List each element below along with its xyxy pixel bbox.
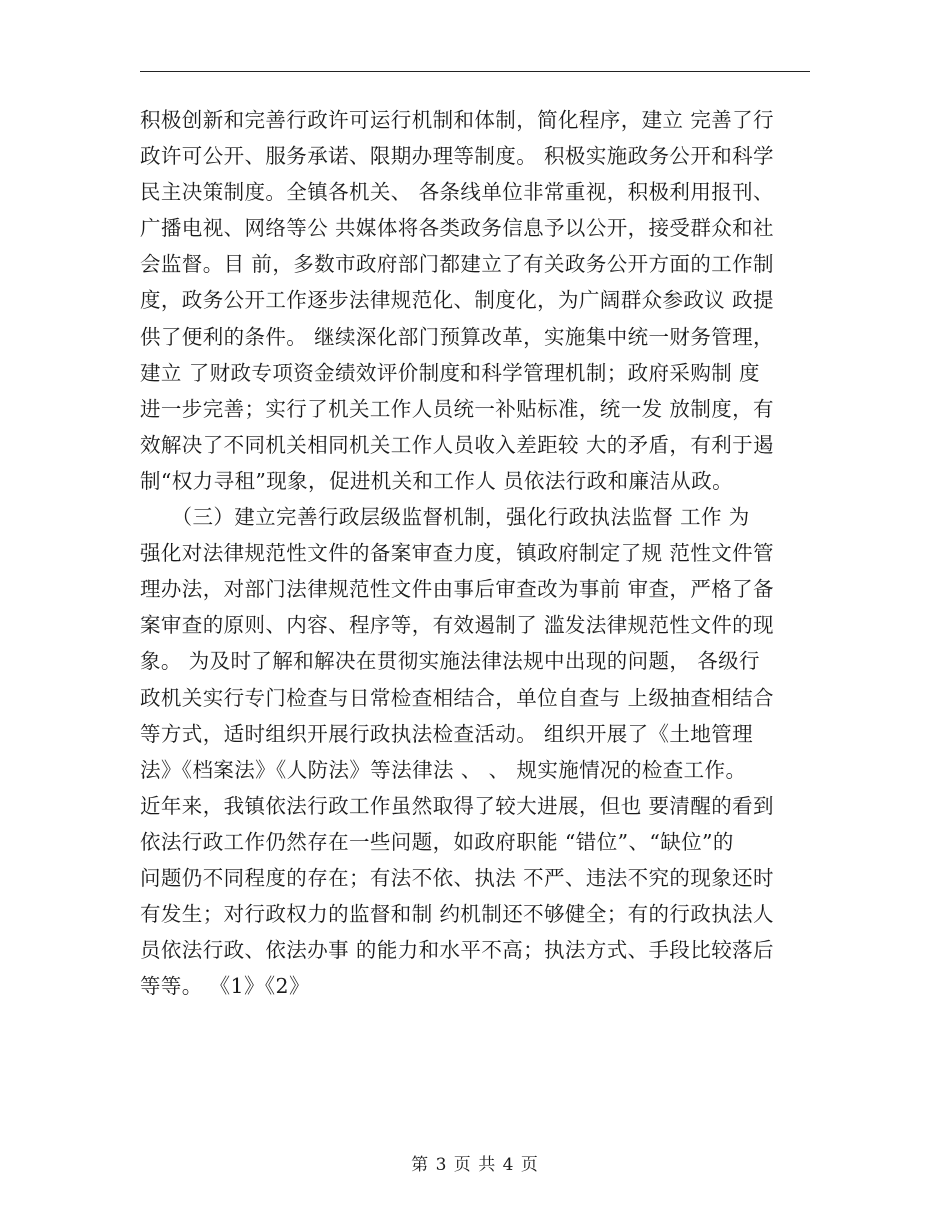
text-line: 象。 为及时了解和解决在贯彻实施法律法规中出现的问题， 各级行 [140,649,760,674]
text-line: 进一步完善；实行了机关工作人员统一补贴标准，统一发 放制度，有 [140,396,774,421]
text-line: 度，政务公开工作逐步法律规范化、制度化，为广阔群众参政议 政提 [140,288,774,313]
text-line: 政机关实行专门检查与日常检查相结合，单位自查与 上级抽查相结合 [140,685,774,710]
page-number: 第 3 页 共 4 页 [411,1155,539,1175]
text-line: 政许可公开、服务承诺、限期办理等制度。 积极实施政务公开和科学 [140,144,774,169]
text-line: 积极创新和完善行政许可运行机制和体制，简化程序，建立 完善了行 [140,108,774,132]
text-line: （三）建立完善行政层级监督机制，强化行政执法监督 工作 为 [140,505,750,530]
text-line: 有发生；对行政权力的监督和制 约机制还不够健全；有的行政执法人 [140,902,774,927]
text-line: 民主决策制度。全镇各机关、 各条线单位非常重视，积极利用报刊、 [140,180,774,205]
text-line: 建立 了财政专项资金绩效评价制度和科学管理机制；政府采购制 度 [140,360,760,385]
header-rule [140,71,810,72]
text-line: 广播电视、网络等公 共媒体将各类政务信息予以公开，接受群众和社 [140,216,774,241]
page-footer [0,1150,950,1175]
text-line: 等方式，适时组织开展行政执法检查活动。 组织开展了《土地管理 [140,721,754,746]
text-line: 供了便利的条件。 继续深化部门预算改革，实施集中统一财务管理， [140,324,774,349]
body-text [140,102,810,1004]
text-line: 员依法行政、依法办事 的能力和水平不高；执法方式、手段比较落后 [140,938,774,963]
text-line: 强化对法律规范性文件的备案审查力度，镇政府制定了规 范性文件管 [140,541,774,566]
text-line: 效解决了不同机关相同机关工作人员收入差距较 大的矛盾，有利于遏 [140,432,774,457]
text-line: 等等。 《1》《2》 [140,974,310,999]
text-line: 近年来，我镇依法行政工作虽然取得了较大进展，但也 要清醒的看到 [140,793,774,818]
text-line: 问题仍不同程度的存在；有法不依、执法 不严、违法不究的现象还时 [140,865,774,890]
text-line: 制“权力寻租”现象，促进机关和工作人 员依法行政和廉洁从政。 [140,468,733,493]
text-line: 法》《档案法》《人防法》等法律法 、 、 规实施情况的检查工作。 [140,757,747,782]
text-line: 依法行政工作仍然存在一些问题，如政府职能 “错位”、“缺位”的 [140,829,734,854]
text-line: 会监督。目 前，多数市政府部门都建立了有关政务公开方面的工作制 [140,252,774,277]
text-line: 案审查的原则、内容、程序等，有效遏制了 滥发法律规范性文件的现 [140,613,774,638]
text-line: 理办法，对部门法律规范性文件由事后审查改为事前 审查，严格了备 [140,577,774,602]
